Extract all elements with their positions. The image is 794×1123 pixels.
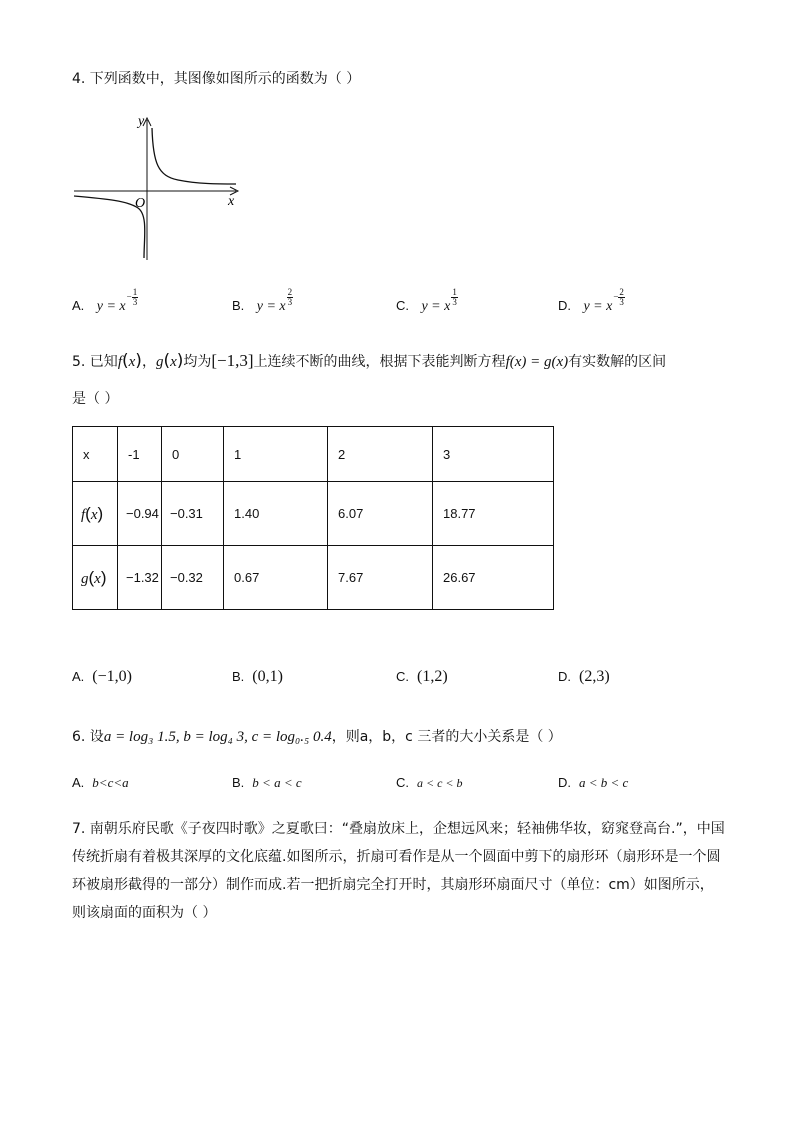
q5-option-a[interactable]: A. (−1,0) <box>72 668 132 685</box>
q5-stem-line1: 5. 已知f(x)，g(x)均为[−1,3]上连续不断的曲线，根据下表能判断方程f(x) = g(x)有实数解的区间 <box>72 351 667 371</box>
q5-option-d[interactable]: D. (2,3) <box>558 668 610 685</box>
table-row-g <box>73 546 554 610</box>
table-cell: x <box>73 427 118 482</box>
x-axis-label: x <box>228 194 235 209</box>
q7-line-2: 传统折扇有着极其深厚的文化底蕴.如图所示，折扇可看作是从一个圆面中剪下的扇形环（扇形环是一个圆 <box>72 849 721 865</box>
q6-stem: 6. 设a = log₃ 1.5, b = log₄ 3, c = log₀.₅ 0.4，则a，b，c 三者的大小关系是（ ） <box>72 729 562 745</box>
q4-option-d-expr: y = x− $\frac{2}{3}$ <box>583 287 624 314</box>
table-cell-label: f(x) <box>73 482 118 546</box>
q6-option-b[interactable]: B. b < a < c <box>232 775 302 790</box>
table-cell: -1 <box>118 427 162 482</box>
table-cell: 0 <box>162 427 224 482</box>
table-cell: 1.40 <box>224 482 328 546</box>
q4-function-graph <box>68 108 248 268</box>
origin-label: O <box>135 196 146 211</box>
q6-option-d[interactable]: D. a < b < c <box>558 775 629 790</box>
table-cell: −0.32 <box>162 546 224 610</box>
q7-line-3: 环被扇形截得的一部分）制作而成.若一把折扇完全打开时，其扇形环扇面尺寸（单位：cm）如图所示， <box>72 877 714 893</box>
y-axis-label: y <box>138 114 145 129</box>
table-cell: −0.94 <box>118 482 162 546</box>
q6-option-c[interactable]: C. a < c < b <box>396 775 463 790</box>
q5-option-b[interactable]: B. (0,1) <box>232 668 283 685</box>
q7-line-1: 7. 南朝乐府民歌《子夜四时歌》之夏歌曰：“叠扇放床上，企想远风来；轻袖佛华妆，窈窕登高台.”，中国 <box>72 821 725 837</box>
q4-option-c[interactable]: C. y = x $\frac{1}{3}$ <box>396 287 457 314</box>
q4-option-a-expr: y = x− $\frac{1}{3}$ <box>96 287 138 314</box>
table-cell: −0.31 <box>162 482 224 546</box>
table-cell: 3 <box>433 427 554 482</box>
q5-value-table <box>72 426 554 610</box>
q4-stem: 4. 下列函数中，其图像如图所示的函数为（ ） <box>72 71 361 87</box>
q7-line-4: 则该扇面的面积为（ ） <box>72 905 217 921</box>
table-cell: 2 <box>328 427 433 482</box>
q4-option-b-expr: y = x $\frac{2}{3}$ <box>256 287 293 314</box>
q7-paragraph <box>72 815 732 927</box>
table-cell: 0.67 <box>224 546 328 610</box>
q4-option-c-expr: y = x $\frac{1}{3}$ <box>421 287 457 314</box>
table-cell: 26.67 <box>433 546 554 610</box>
q4-option-d[interactable]: D. y = x− $\frac{2}{3}$ <box>558 287 624 314</box>
q5-stem-line2: 是（ ） <box>72 391 119 407</box>
table-cell: 6.07 <box>328 482 433 546</box>
q4-option-b[interactable]: B. y = x $\frac{2}{3}$ <box>232 287 293 314</box>
q6-option-a[interactable]: A. b<c<a <box>72 775 129 790</box>
q4-option-a[interactable]: A. y = x− $\frac{1}{3}$ <box>72 287 138 314</box>
table-row-f <box>73 482 554 546</box>
table-header-row <box>73 427 554 482</box>
curve-right-branch <box>152 128 236 184</box>
table-cell-label: g(x) <box>73 546 118 610</box>
table-cell: 1 <box>224 427 328 482</box>
table-cell: −1.32 <box>118 546 162 610</box>
table-cell: 18.77 <box>433 482 554 546</box>
table-cell: 7.67 <box>328 546 433 610</box>
q5-option-c[interactable]: C. (1,2) <box>396 668 448 685</box>
